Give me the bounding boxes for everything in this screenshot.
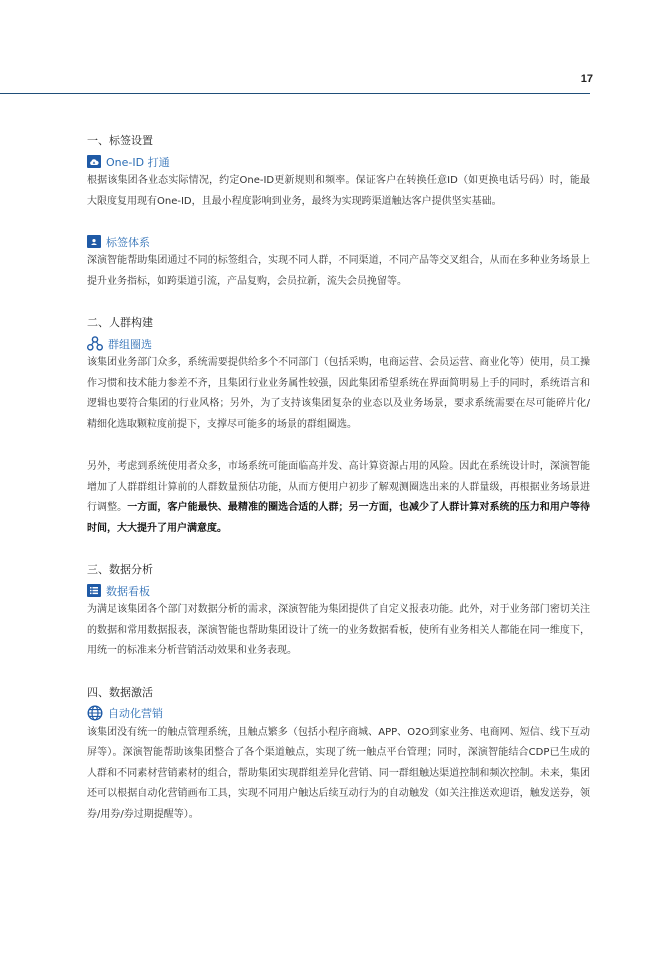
document-body: [87, 132, 590, 825]
section-title-tags: 一、标签设置: [87, 134, 153, 147]
paragraph-with-emphasis: [87, 457, 590, 539]
paragraph: 深演智能帮助集团通过不同的标签组合，实现不同人群，不同渠道，不同产品等交叉组合，从而在多种业务场景上提升业务指标，如跨渠道引流，产品复购，会员拉新，流失会员挽留等。: [87, 255, 590, 287]
subsection-label: One-ID 打通: [106, 155, 170, 169]
section-title-audience: 二、人群构建: [87, 316, 153, 329]
section-title-activation: 四、数据激活: [87, 685, 153, 699]
subsection-header-dashboard: [87, 581, 590, 600]
subsection-header-tag-system: [87, 232, 590, 251]
user-card-icon: [87, 235, 101, 248]
subsection-header-group-select: [87, 334, 590, 353]
paragraph: 该集团业务部门众多，系统需要提供给多个不同部门（包括采购，电商运营、会员运营、商业化等）使用，员工操作习惯和技术能力参差不齐，且集团行业业务属性较强，因此集团希望系统在界面简明易上手的同时，系统语言和逻辑也要符合集团的行业风格；另外，为了支持该集团复杂的业态以及业务场景，要求系统需要在尽可能碎片化/精细化选取颗粒度前提下，支撑尽可能多的场景的群组圈选。: [87, 357, 590, 430]
subsection-label: 标签体系: [106, 235, 150, 249]
globe-icon: [87, 705, 103, 721]
paragraph: 该集团没有统一的触点管理系统，且触点繁多（包括小程序商城、APP、O2O到家业务、电商网、短信、线下互动屏等）。深演智能帮助该集团整合了各个渠道触点，实现了统一触点平台管理；同时，深演智能结合CDP已生成的人群和不同素材营销素材的组合，帮助集团实现群组差异化营销、同一群组触达渠道控制和频次控制。未来，集团还可以根据自动化营销画布工具，实现不同用户触达后续互动行为的自动触发（如关注推送欢迎语，触发送券，领券/用券/券过期提醒等）。: [87, 726, 590, 820]
subsection-header-one-id: [87, 152, 590, 171]
section-title-analysis: 三、数据分析: [87, 563, 153, 576]
top-rule: [0, 93, 590, 94]
group-network-icon: [87, 336, 103, 351]
subsection-label: 自动化营销: [108, 707, 163, 720]
subsection-label: 群组圈选: [108, 337, 152, 351]
paragraph-text: 另外，考虑到系统使用者众多，市场系统可能面临高并发、高计算资源占用的风险。因此在系统设计时，深演智能增加了人群群组计算前的人群数量预估功能，从而方便用户初步了解观测圈选出来的人群量级，再根据业务场景进行调整。: [87, 461, 590, 513]
emphasis-text: 一方面，客户能最快、最精准的圈选合适的人群；另一方面，也减少了人群计算对系统的压力和用户等待时间，大大提升了用户满意度。: [87, 502, 591, 534]
paragraph: 根据该集团各业态实际情况，约定One-ID更新规则和频率。保证客户在转换任意ID（如更换电话号码）时，能最大限度复用现有One-ID，且最小程度影响到业务，最终为实现跨渠道触达客户提供坚实基础。: [87, 175, 590, 207]
subsection-header-automation: [87, 704, 590, 723]
paragraph: 为满足该集团各个部门对数据分析的需求，深演智能为集团提供了自定义报表功能。此外，对于业务部门密切关注的数据和常用数据报表，深演智能也帮助集团设计了统一的业务数据看板，使所有业务相关人都能在同一维度下，用统一的标准来分析营销活动效果和业务表现。: [87, 604, 590, 656]
list-icon: [87, 584, 101, 597]
cloud-icon: [87, 155, 101, 168]
subsection-label: 数据看板: [106, 584, 150, 598]
page-number: 17: [580, 73, 593, 85]
